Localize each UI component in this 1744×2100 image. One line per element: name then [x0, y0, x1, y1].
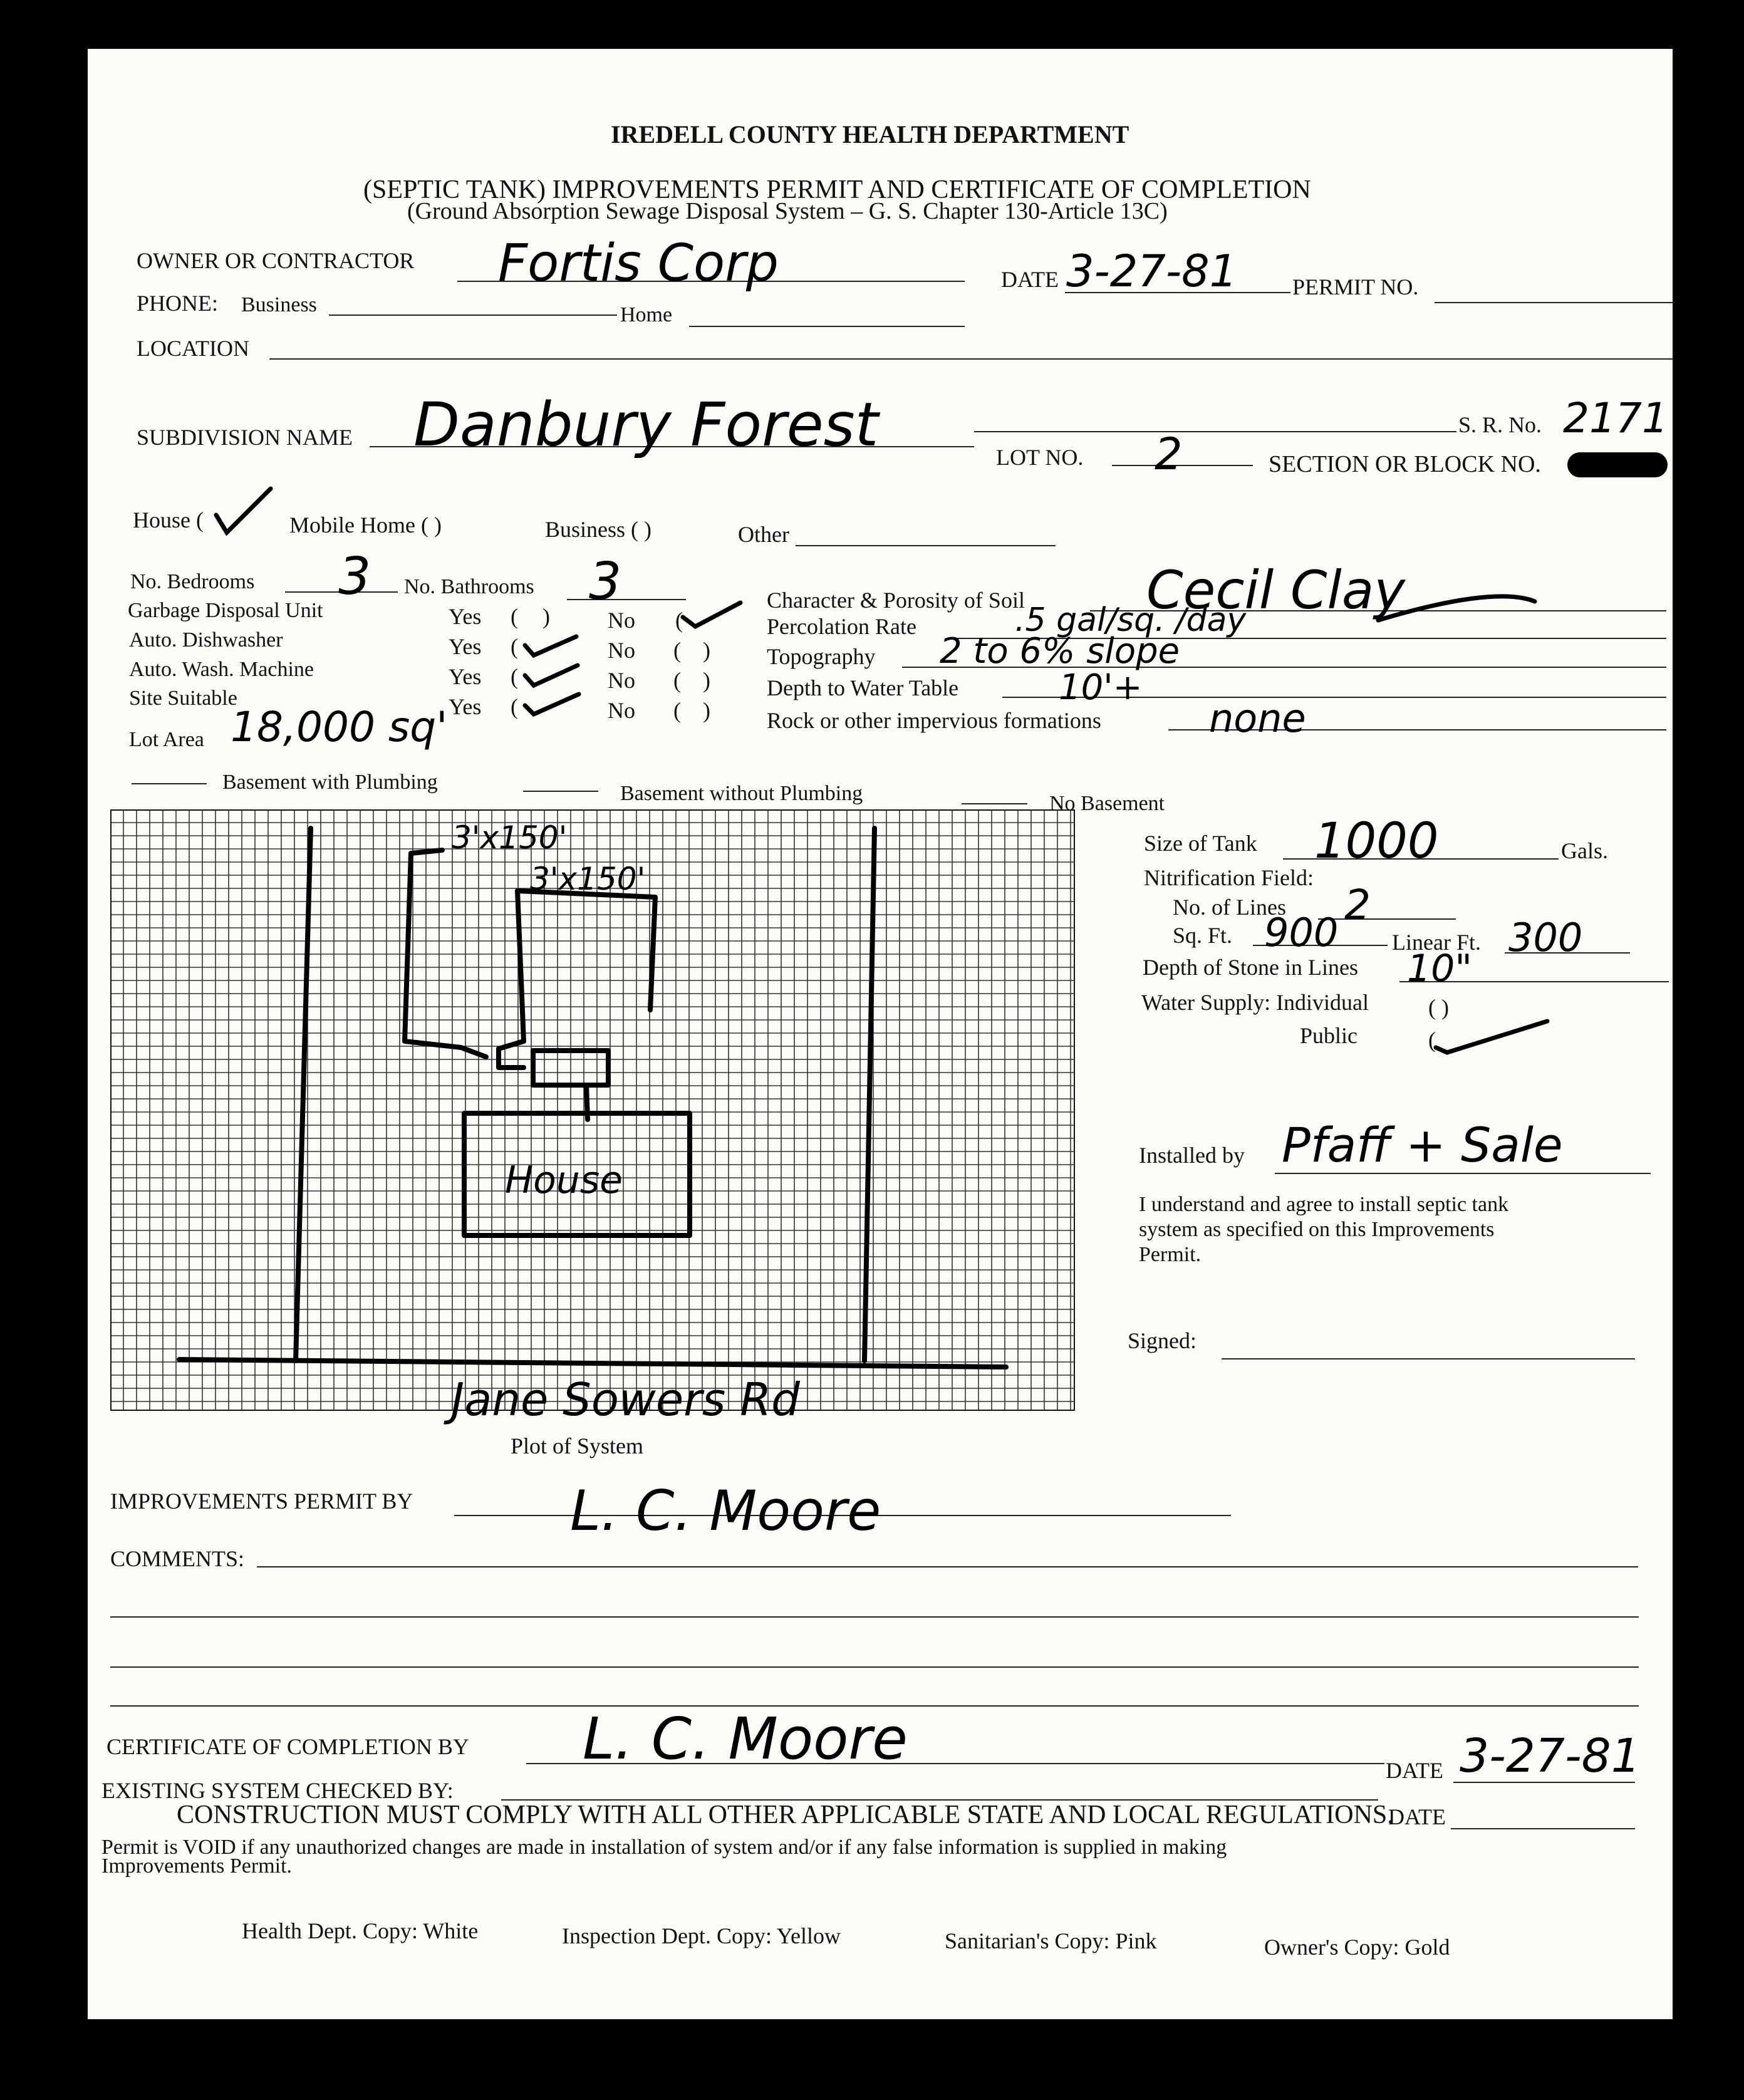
improvements-by-signature: L. C. Moore — [570, 1479, 881, 1543]
bedrooms-value[interactable]: 3 — [338, 547, 371, 606]
wash-no-open[interactable]: ( — [673, 668, 681, 693]
site-yes: Yes — [449, 694, 482, 719]
phone-business-line — [329, 314, 617, 316]
completion-date-value[interactable]: 3-27-81 — [1460, 1729, 1641, 1783]
garbage-yes-close[interactable]: ) — [542, 604, 550, 629]
owner-label: OWNER OR CONTRACTOR — [137, 248, 415, 273]
site-no: No — [608, 698, 635, 723]
rock-label: Rock or other impervious formations — [767, 708, 1101, 733]
wash-yes-open[interactable]: ( — [511, 664, 518, 689]
mobile-home-label: Mobile Home ( ) — [289, 512, 442, 538]
sq-ft-value[interactable]: 900 — [1264, 910, 1339, 955]
dishwasher-no: No — [608, 638, 635, 663]
basement-no-plumbing-line — [523, 791, 598, 792]
basement-plumbing-line — [132, 783, 207, 784]
no-basement-label: No Basement — [1049, 792, 1165, 815]
subdivision-value[interactable]: Danbury Forest — [413, 390, 879, 460]
bathrooms-label: No. Bathrooms — [404, 575, 534, 598]
existing-date-label: DATE — [1388, 1804, 1446, 1829]
soil-label: Character & Porosity of Soil — [767, 588, 1025, 613]
lot-area-value[interactable]: 18,000 sq' — [231, 703, 448, 751]
sr-no-label: S. R. No. — [1458, 412, 1542, 437]
wash-no-close[interactable]: ) — [703, 668, 710, 693]
date-label: DATE — [1001, 267, 1059, 292]
comments-line-1[interactable] — [257, 1566, 1638, 1567]
public-label: Public — [1300, 1023, 1358, 1048]
construction-notice: CONSTRUCTION MUST COMPLY WITH ALL OTHER APPLICABLE STATE AND LOCAL REGULATIONS. — [177, 1801, 1394, 1829]
agree-line-2: system as specified on this Improvements — [1139, 1218, 1495, 1241]
form-subtitle: (Ground Absorption Sewage Disposal System – G. S. Chapter 130-Article 13C) — [407, 198, 1168, 224]
subdivision-label: SUBDIVISION NAME — [137, 425, 353, 450]
signed-label: Signed: — [1128, 1328, 1197, 1353]
permit-no-line — [1435, 302, 1675, 303]
agree-line-3: Permit. — [1139, 1243, 1202, 1266]
site-label: Site Suitable — [129, 687, 237, 710]
distribution-box — [499, 1049, 524, 1068]
plot-grid — [110, 809, 1075, 1411]
owner-value[interactable]: Fortis Corp — [498, 234, 779, 293]
completion-date-label: DATE — [1386, 1758, 1443, 1783]
installed-by-value[interactable]: Pfaff + Sale — [1282, 1117, 1563, 1173]
copy-owner: Owner's Copy: Gold — [1264, 1935, 1450, 1960]
dishwasher-yes-open[interactable]: ( — [511, 634, 518, 659]
dishwasher-no-close[interactable]: ) — [703, 638, 710, 663]
site-no-open[interactable]: ( — [673, 698, 681, 723]
size-tank-value[interactable]: 1000 — [1314, 813, 1439, 870]
certificate-by-label: CERTIFICATE OF COMPLETION BY — [106, 1734, 469, 1759]
perc-rate-label: Percolation Rate — [767, 614, 916, 639]
depth-stone-value[interactable]: 10" — [1407, 947, 1472, 990]
installed-by-label: Installed by — [1139, 1143, 1245, 1168]
no-basement-line — [962, 803, 1027, 804]
size-tank-label: Size of Tank — [1144, 831, 1257, 856]
no-lines-value[interactable]: 2 — [1344, 881, 1371, 929]
section-scribble — [1567, 452, 1668, 477]
depth-stone-label: Depth of Stone in Lines — [1143, 955, 1358, 980]
grid-lines — [110, 809, 1075, 1411]
individual-paren[interactable]: ( ) — [1428, 995, 1449, 1020]
location-label: LOCATION — [137, 336, 249, 361]
other-line — [796, 545, 1056, 546]
linear-ft-value[interactable]: 300 — [1508, 915, 1583, 960]
other-label: Other — [738, 522, 789, 547]
sq-ft-label: Sq. Ft. — [1173, 923, 1233, 948]
void-notice-2: Improvements Permit. — [101, 1854, 293, 1878]
garbage-yes-open[interactable]: ( — [511, 604, 518, 629]
existing-date-line[interactable] — [1451, 1828, 1635, 1829]
bathrooms-value[interactable]: 3 — [589, 552, 622, 611]
form-title: (SEPTIC TANK) IMPROVEMENTS PERMIT AND CERTIFICATE OF COMPLETION — [363, 175, 1311, 204]
basement-plumbing-label: Basement with Plumbing — [222, 771, 438, 794]
wash-no: No — [608, 668, 635, 693]
bedrooms-label: No. Bedrooms — [130, 570, 255, 593]
garbage-label: Garbage Disposal Unit — [128, 599, 323, 622]
lot-no-label: LOT NO. — [996, 445, 1084, 470]
topography-value[interactable]: 2 to 6% slope — [940, 631, 1180, 672]
business-type-label: Business ( ) — [545, 517, 651, 542]
no-lines-label: No. of Lines — [1173, 895, 1286, 920]
certificate-by-signature: L. C. Moore — [583, 1705, 908, 1772]
copy-health: Health Dept. Copy: White — [242, 1918, 479, 1943]
copy-inspection: Inspection Dept. Copy: Yellow — [562, 1923, 841, 1948]
existing-checked-label: EXISTING SYSTEM CHECKED BY: — [101, 1778, 454, 1803]
water-supply-label: Water Supply: Individual — [1141, 990, 1369, 1015]
plot-label-line-2: 3'x150' — [530, 861, 646, 897]
bathrooms-line — [567, 599, 686, 600]
garbage-no: No — [608, 608, 635, 633]
plot-road-label[interactable]: Jane Sowers Rd — [451, 1373, 800, 1426]
basement-no-plumbing-label: Basement without Plumbing — [620, 782, 863, 805]
topography-label: Topography — [767, 644, 876, 669]
phone-home-label: Home — [620, 303, 673, 326]
site-yes-open[interactable]: ( — [511, 694, 518, 719]
plot-label-line-1: 3'x150' — [452, 819, 568, 856]
phone-business-label: Business — [241, 293, 317, 316]
water-table-label: Depth to Water Table — [767, 675, 959, 700]
date-value[interactable]: 3-27-81 — [1066, 246, 1238, 297]
rock-value[interactable]: none — [1209, 695, 1306, 741]
agree-line-1: I understand and agree to install septic tank — [1139, 1193, 1509, 1216]
road-edge — [179, 1359, 1006, 1367]
no-lines-line — [1318, 918, 1456, 920]
dishwasher-yes: Yes — [449, 634, 482, 659]
signed-line[interactable] — [1222, 1358, 1635, 1359]
garbage-yes: Yes — [449, 604, 482, 629]
improvements-by-label: IMPROVEMENTS PERMIT BY — [110, 1489, 413, 1514]
house-label: House ( — [133, 507, 204, 533]
copy-sanitarian: Sanitarian's Copy: Pink — [945, 1928, 1157, 1953]
dishwasher-label: Auto. Dishwasher — [129, 628, 283, 652]
plot-label-house: House — [505, 1158, 623, 1202]
perc-rate-value[interactable]: .5 gal/sq. /day — [1015, 601, 1247, 639]
linear-ft-label: Linear Ft. — [1392, 930, 1481, 955]
wash-yes: Yes — [449, 664, 482, 689]
lot-no-value[interactable]: 2 — [1155, 429, 1183, 480]
comments-line-3[interactable] — [110, 1666, 1639, 1668]
drain-line-1 — [405, 850, 486, 1057]
comments-line-2[interactable] — [110, 1616, 1639, 1618]
void-notice-1: Permit is VOID if any unauthorized changes are made in installation of system and/or if any false information is supplied in making — [101, 1836, 1227, 1859]
water-table-value[interactable]: 10'+ — [1059, 667, 1143, 708]
nitrification-label: Nitrification Field: — [1144, 865, 1314, 890]
permit-no-label: PERMIT NO. — [1292, 274, 1419, 299]
wash-machine-label: Auto. Wash. Machine — [129, 658, 314, 681]
sr-no-value[interactable]: 2171 — [1563, 394, 1668, 442]
lot-line-left — [296, 828, 311, 1361]
phone-home-line — [689, 326, 965, 327]
site-no-close[interactable]: ) — [703, 698, 710, 723]
location-line — [269, 358, 1673, 360]
gals-label: Gals. — [1561, 838, 1608, 863]
garbage-no-open[interactable]: ( — [675, 608, 683, 633]
plot-caption: Plot of System — [511, 1433, 644, 1458]
drain-line-2-right — [517, 891, 655, 1010]
comments-label: COMMENTS: — [110, 1546, 245, 1571]
department-heading: IREDELL COUNTY HEALTH DEPARTMENT — [611, 120, 1129, 148]
phone-label: PHONE: — [137, 291, 219, 316]
subdivision-line-2 — [974, 431, 1456, 432]
soil-value[interactable]: Cecil Clay — [1146, 559, 1406, 621]
installed-by-line — [1275, 1173, 1651, 1174]
lot-area-label: Lot Area — [129, 728, 204, 751]
dishwasher-no-open[interactable]: ( — [673, 638, 681, 663]
public-paren[interactable]: ( — [1428, 1027, 1436, 1053]
section-label: SECTION OR BLOCK NO. — [1269, 451, 1541, 477]
